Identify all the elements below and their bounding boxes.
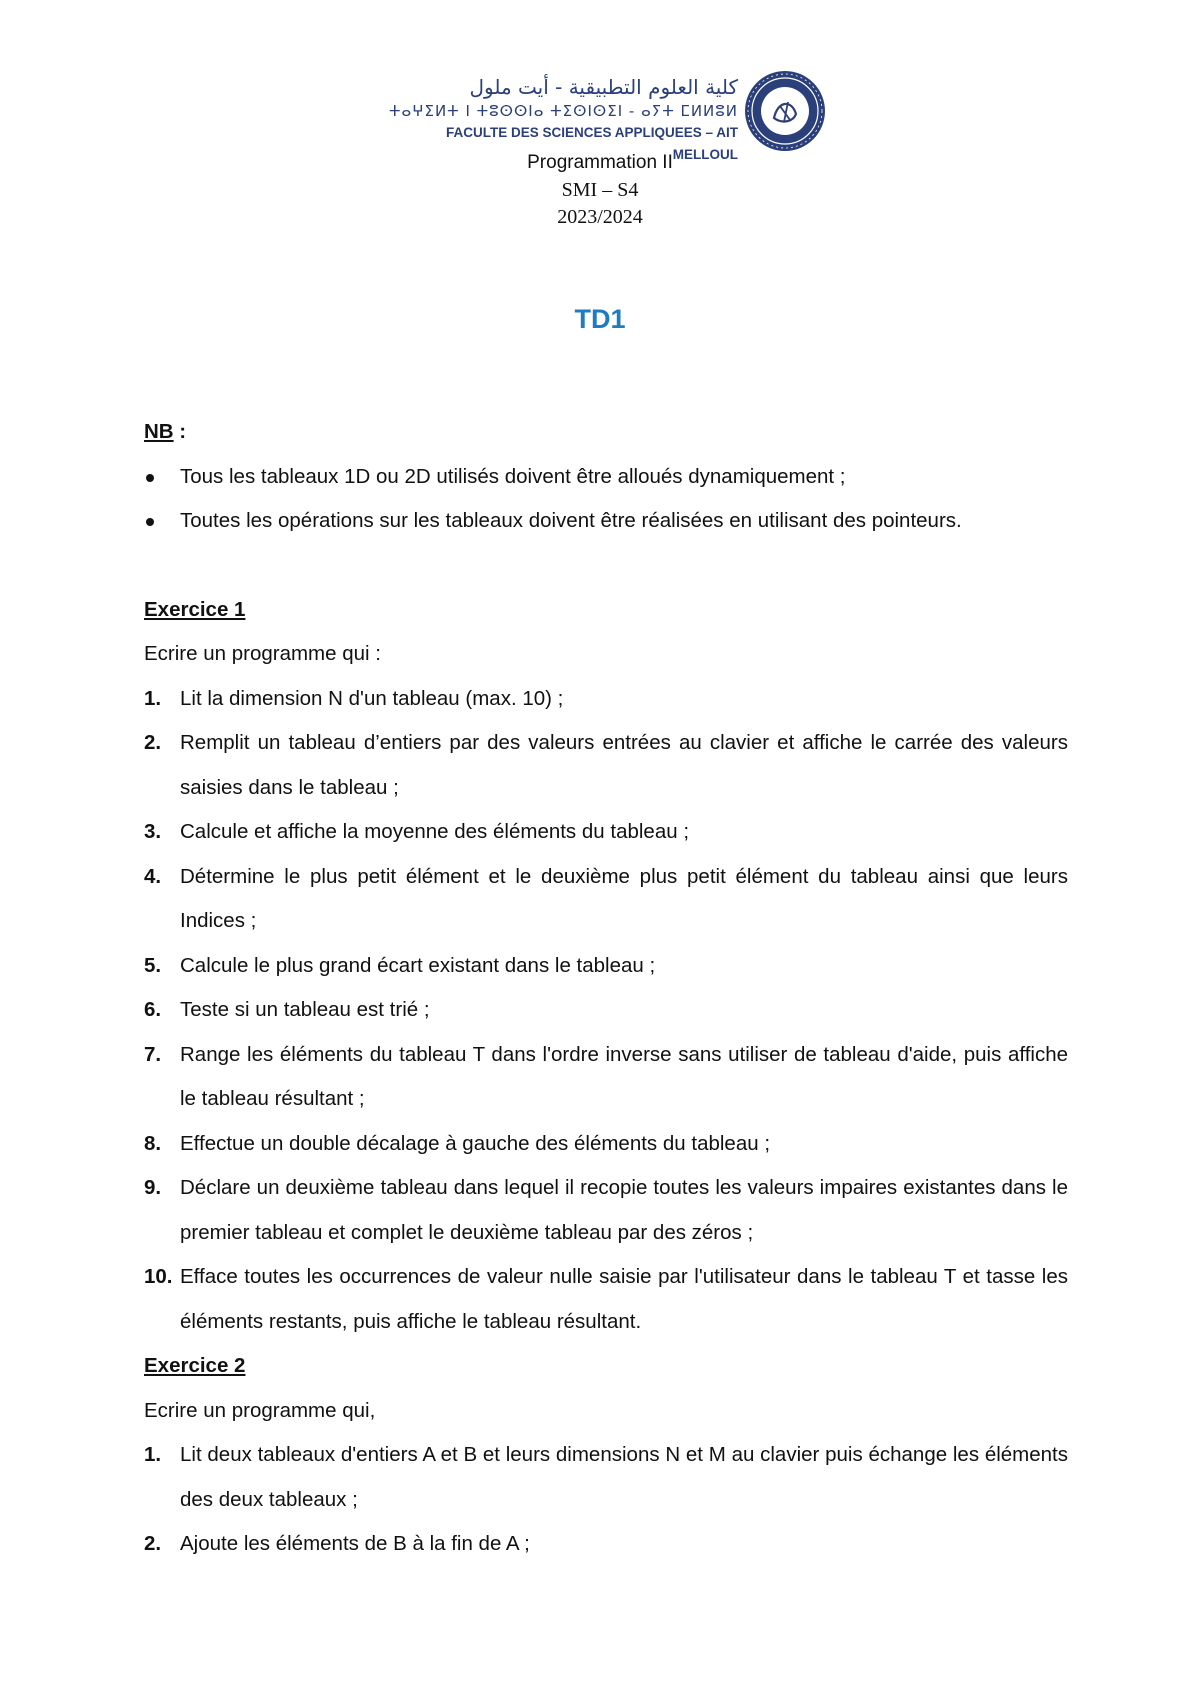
list-item-text: Effectue un double décalage à gauche des éléments du tableau ; [180, 1131, 771, 1155]
list-item [144, 1033, 1068, 1122]
exercise-2-list [144, 1433, 1068, 1567]
list-item-text: Lit deux tableaux d'entiers A et B et leurs dimensions N et M au clavier puis échange les éléments des deux tableaux ; [180, 1443, 1068, 1511]
nb-list [144, 455, 1068, 544]
item-number: 8. [144, 1131, 162, 1155]
logo-french-name: FACULTE DES SCIENCES APPLIQUEES – AIT MELLOUL [445, 125, 738, 162]
item-number: 7. [144, 1042, 162, 1066]
logo-arabic-name: كلية العلوم التطبيقية - أيت ملول [469, 75, 738, 99]
nb-heading [144, 410, 1068, 455]
list-item-text: Lit la dimension N d'un tableau (max. 10) ; [180, 686, 564, 710]
list-item-text: Tous les tableaux 1D ou 2D utilisés doivent être alloués dynamiquement ; [180, 464, 846, 488]
exercise-1-intro: Ecrire un programme qui : [144, 642, 381, 665]
list-item [144, 855, 1068, 944]
list-item-text: Range les éléments du tableau T dans l'ordre inverse sans utiliser de tableau d'aide, puis affiche le tableau résultant ; [180, 1042, 1068, 1110]
item-number: 3. [144, 820, 162, 843]
course-level: SMI – S4 [561, 179, 639, 201]
exercise-2-title: Exercice 2 [144, 1354, 246, 1377]
spacer [144, 544, 1068, 588]
list-item-text: Efface toutes les occurrences de valeur nulle saisie par l'utilisateur dans le tableau T et tasse les éléments restants, puis affiche le tableau résultant. [180, 1265, 1068, 1333]
item-number: 1. [144, 1443, 162, 1466]
item-number: 10. [144, 1265, 173, 1288]
list-item [144, 1166, 1068, 1255]
nb-label: NB [144, 420, 174, 443]
list-item-text: Déclare un deuxième tableau dans lequel il recopie toutes les valeurs impaires existantes dans le premier tableau et complet le deuxième tableau par des zéros ; [180, 1176, 1068, 1244]
item-number: 2. [144, 731, 162, 754]
item-number: 1. [144, 686, 162, 710]
exercise-2-intro: Ecrire un programme qui, [144, 1398, 376, 1422]
list-item-text: Ajoute les éléments de B à la fin de A ; [180, 1532, 530, 1555]
document-body [144, 410, 1068, 1567]
item-number: 4. [144, 864, 162, 888]
list-item-text: Calcule et affiche la moyenne des éléments du tableau ; [180, 820, 690, 843]
list-item-text: Remplit un tableau d’entiers par des valeurs entrées au clavier et affiche le carrée des valeurs saisies dans le tableau ; [180, 731, 1068, 799]
list-item [144, 810, 1068, 855]
page-title: TD1 [574, 304, 626, 334]
nb-colon: : [173, 420, 187, 443]
logo-tifinagh-name: ⵜⴰⵖⵉⵍⵜ ⵏ ⵜⵓⵙⵙⵏⴰ ⵜⵉⵙⵏⵙⵉⵏ - ⴰⵢⵜ ⵎⵍⵍⵓⵍ [388, 102, 738, 120]
item-number: 6. [144, 998, 162, 1021]
list-item [144, 677, 1068, 722]
item-number: 2. [144, 1532, 162, 1555]
list-item [144, 1122, 1068, 1167]
exercise-1-list [144, 677, 1068, 1345]
list-item [144, 499, 1068, 544]
university-seal-icon [744, 70, 826, 152]
list-item-text: Calcule le plus grand écart existant dans le tableau ; [180, 953, 656, 977]
list-item-text: Détermine le plus petit élément et le deuxième plus petit élément du tableau ainsi que leurs Indices ; [180, 864, 1068, 932]
list-item [144, 988, 1068, 1033]
list-item [144, 1255, 1068, 1344]
item-number: 9. [144, 1176, 162, 1199]
list-item [144, 455, 1068, 500]
course-name: Programmation II [527, 152, 673, 173]
list-item [144, 721, 1068, 810]
list-item [144, 1433, 1068, 1522]
academic-year: 2023/2024 [557, 206, 643, 228]
exercise-1-title: Exercice 1 [144, 597, 246, 621]
list-item-text: Toutes les opérations sur les tableaux doivent être réalisées en utilisant des pointeurs. [180, 509, 962, 532]
list-item [144, 944, 1068, 989]
faculty-logo [386, 70, 826, 162]
list-item-text: Teste si un tableau est trié ; [180, 998, 430, 1021]
list-item [144, 1522, 1068, 1567]
item-number: 5. [144, 953, 162, 977]
